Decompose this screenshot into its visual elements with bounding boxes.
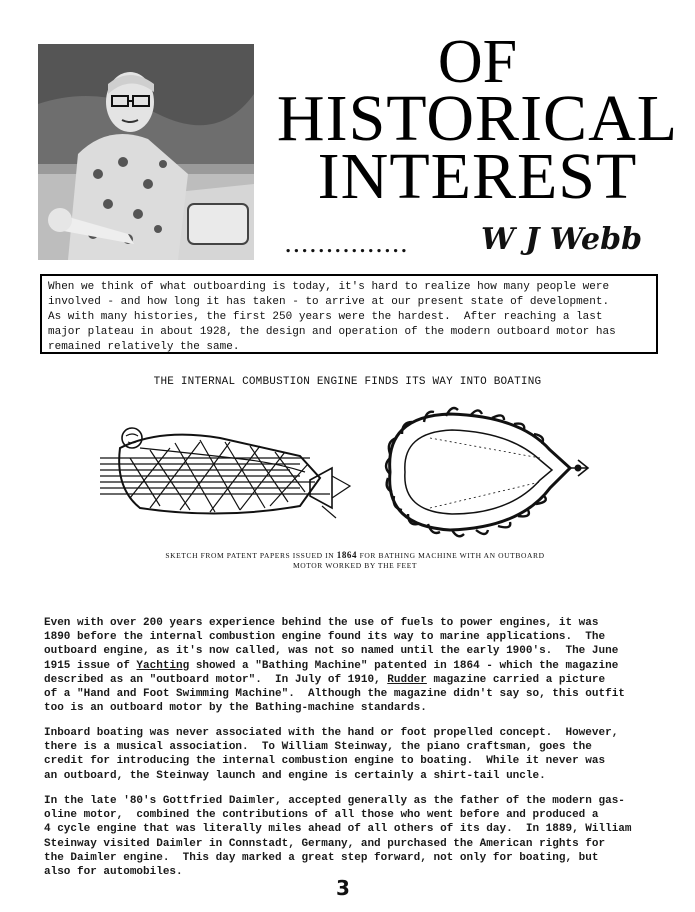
title-line-3: INTEREST	[317, 140, 638, 213]
author-name: W J Webb	[481, 222, 643, 257]
paragraph-line: 4 cycle engine that was literally miles ahead of all others of its day. In 1889, William	[44, 823, 632, 836]
caption-text-b: FOR BATHING MACHINE WITH AN OUTBOARD	[357, 551, 545, 560]
title-line-1: OF	[437, 28, 518, 96]
paragraph-line: of a "Hand and Foot Swimming Machine". Although the magazine didn't say so, this outfit	[44, 688, 625, 701]
paragraph-1	[44, 616, 674, 715]
intro-line: major plateau in about 1928, the design and operation of the modern outboard motor has	[48, 326, 616, 338]
paragraph-line: 1915 issue of	[44, 659, 137, 672]
paragraph-line: the Daimler engine. This day marked a great step forward, not only for boating, but	[44, 851, 599, 864]
article-title	[270, 28, 685, 213]
patent-sketch	[100, 398, 600, 546]
paragraph-line: 1890 before the internal combustion engine found its way to marine applications. The	[44, 631, 606, 644]
magazine-yachting: Yachting	[136, 659, 190, 672]
author-photo-drawing	[38, 44, 254, 260]
page-number: 3	[336, 876, 350, 900]
paragraph-line: Steinway visited Daimler in Connstadt, Germany, and purchased the American rights for	[44, 837, 606, 850]
title-line-2: HISTORICAL	[276, 82, 679, 155]
bathing-machine-drawing	[100, 428, 350, 518]
paragraph-line: an outboard, the Steinway launch and engine is certainly a shirt-tail uncle.	[44, 769, 546, 782]
paragraph-line: Inboard boating was never associated with the hand or foot propelled concept. However,	[44, 727, 619, 739]
intro-box	[40, 274, 658, 354]
paragraph-3	[44, 794, 674, 879]
sketch-caption	[110, 550, 600, 571]
intro-line: When we think of what outboarding is today, it's hard to realize how many people were	[48, 281, 610, 293]
caption-text-a: SKETCH FROM PATENT PAPERS ISSUED IN	[165, 551, 337, 560]
intro-line: involved - and how long it has taken - to arrive at our present state of development.	[48, 296, 610, 308]
paragraph-line: described as an "outboard motor". In July of 1910,	[44, 673, 388, 686]
intro-line: remained relatively the same.	[48, 341, 240, 353]
intro-line: As with many histories, the first 250 years were the hardest. After reaching a last	[48, 311, 603, 323]
author-photo	[38, 44, 254, 260]
paragraph-line: magazine carried a picture	[426, 673, 606, 686]
paragraph-line: outboard engine, as it's now called, was not so named until the early 1900's. The June	[44, 645, 619, 658]
caption-year: 1864	[336, 550, 358, 560]
caption-text-line2: MOTOR WORKED BY THE FEET	[292, 561, 418, 570]
paragraph-line: showed a "Bathing Machine" patented in 1864 - which the magazine	[189, 659, 619, 672]
magazine-rudder: Rudder	[387, 673, 427, 686]
paragraph-line: credit for introducing the internal combustion engine to boating. While it never was	[44, 755, 606, 768]
paragraph-2	[44, 726, 674, 783]
paragraph-line: In the late '80's Gottfried Daimler, accepted generally as the father of the modern gas-	[44, 795, 625, 807]
swimming-machine-drawing	[386, 408, 588, 536]
patent-sketch-drawing	[100, 398, 600, 546]
section-heading: THE INTERNAL COMBUSTION ENGINE FINDS ITS WAY INTO BOATING	[153, 376, 542, 388]
paragraph-line: there is a musical association. To William Steinway, the piano craftsman, goes the	[44, 741, 592, 754]
byline-dots: ...............	[285, 236, 409, 257]
paragraph-line: too is an outboard motor by the Bathing-machine standards.	[44, 702, 427, 715]
paragraph-line: Even with over 200 years experience behind the use of fuels to power engines, it was	[44, 617, 599, 629]
paragraph-line: oline motor, combined the contributions of all those who went before and produced a	[44, 809, 599, 822]
byline	[285, 222, 655, 262]
paragraph-line: also for automobiles.	[44, 866, 183, 879]
